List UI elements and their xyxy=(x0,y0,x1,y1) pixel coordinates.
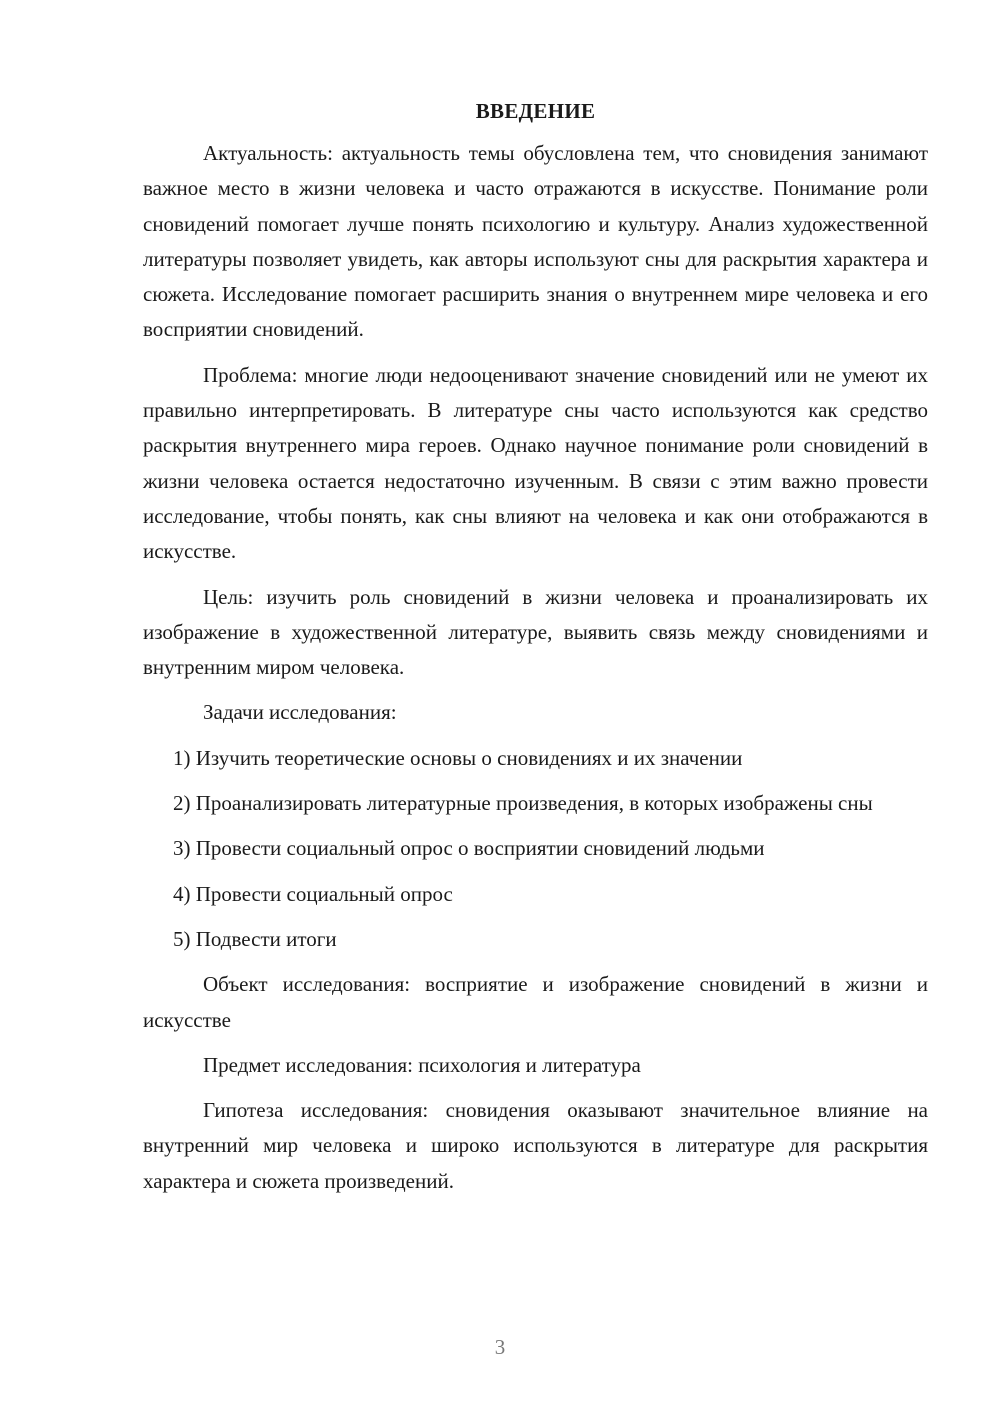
tasks-title: Задачи исследования: xyxy=(203,700,397,725)
task-item-3: 3) Провести социальный опрос о восприятии сновидений людьми xyxy=(173,836,765,861)
paragraph-hypothesis: Гипотеза исследования: сновидения оказывают значительное влияние на внутренний мир человека и широко используются в литературе для раскрытия характера и сюжета произведений. xyxy=(143,1098,928,1193)
task-item-2: 2) Проанализировать литературные произведения, в которых изображены сны xyxy=(173,791,873,816)
section-heading: ВВЕДЕНИЕ xyxy=(475,99,596,123)
task-item-1: 1) Изучить теоретические основы о сновидениях и их значении xyxy=(173,745,743,770)
task-item-4: 4) Провести социальный опрос xyxy=(173,881,453,906)
page-content xyxy=(143,96,928,1199)
paragraph-subject: Предмет исследования: психология и литература xyxy=(203,1052,641,1077)
paragraph-relevance: Актуальность: актуальность темы обусловлена тем, что сновидения занимают важное место в жизни человека и часто отражаются в искусстве. Понимание роли сновидений помогает лучше понять психологию и культуру. Анализ художественной литературы позволяет увидеть, как авторы используют сны для раскрытия характера и сюжета. Исследование помогает расширить знания о внутреннем мире человека и его восприятии сновидений. xyxy=(143,141,928,342)
paragraph-goal: Цель: изучить роль сновидений в жизни человека и проанализировать их изображение в художественной литературе, выявить связь между сновидениями и внутренним миром человека. xyxy=(143,584,928,680)
task-item-5: 5) Подвести итоги xyxy=(173,926,337,951)
paragraph-object: Объект исследования: восприятие и изображение сновидений в жизни и искусстве xyxy=(143,972,928,1032)
page-number: 3 xyxy=(494,1335,506,1359)
paragraph-problem: Проблема: многие люди недооценивают значение сновидений или не умеют их правильно интерпретировать. В литературе сны часто используются как средство раскрытия внутреннего мира героев. Однако научное понимание роли сновидений в жизни человека остается недостаточно изученным. В связи с этим важно провести исследование, чтобы понять, как сны влияют на человека и как они отображаются в искусстве. xyxy=(143,362,928,564)
